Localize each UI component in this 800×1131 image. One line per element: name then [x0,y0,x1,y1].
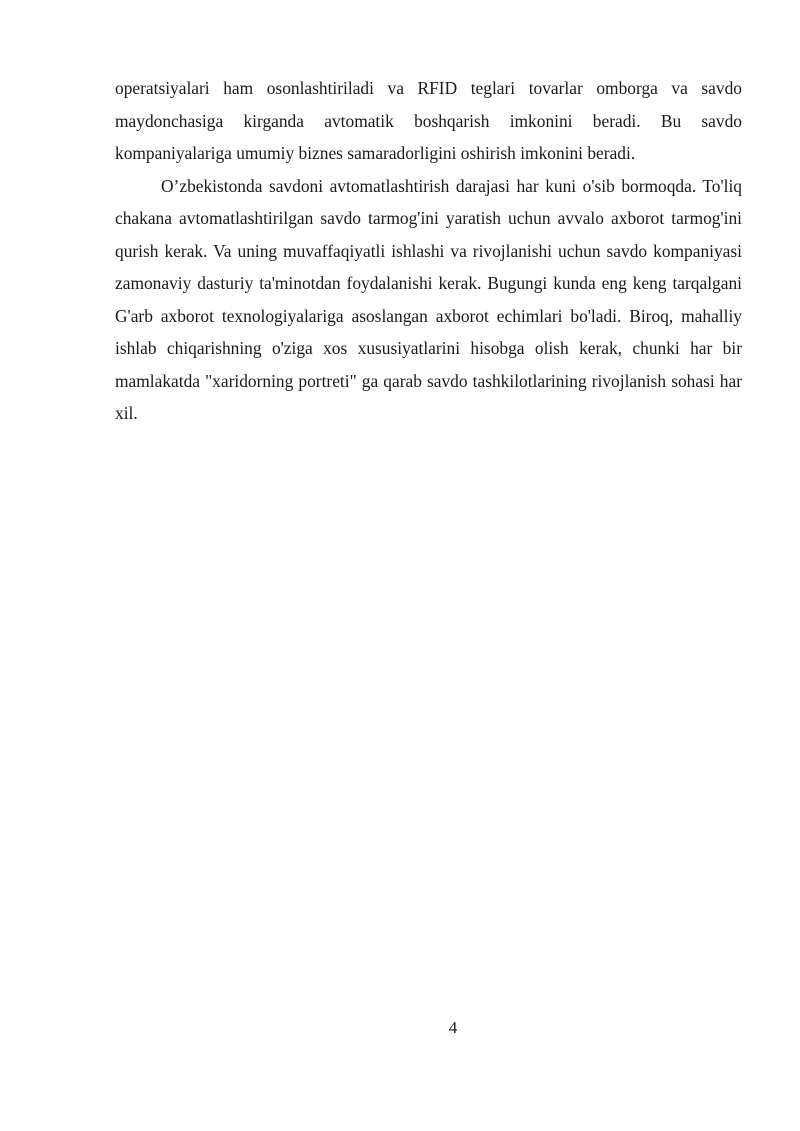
page-number: 4 [448,1018,458,1037]
body-text [115,72,742,430]
paragraph-continued: operatsiyalari ham osonlashtiriladi va RFID teglari tovarlar omborga va savdo maydonchasiga kirganda avtomatik boshqarish imkonini beradi. Bu savdo kompaniyalariga umumiy biznes samaradorligini oshirish imkonini beradi. [115,78,742,163]
paragraph-automation: O’zbekistonda savdoni avtomatlashtirish darajasi har kuni o'sib bormoqda. To'liq chakana avtomatlashtirilgan savdo tarmog'ini yaratish uchun avvalo axborot tarmog'ini qurish kerak. Va uning muvaffaqiyatli ishlashi va rivojlanishi uchun savdo kompaniyasi zamonaviy dasturiy ta'minotdan foydalanishi kerak. Bugungi kunda eng keng tarqalgani G'arb axborot texnologiyalariga asoslangan axborot echimlari bo'ladi. Biroq, mahalliy ishlab chiqarishning o'ziga xos xususiyatlarini hisobga olish kerak, chunki har bir mamlakatda "xaridorning portreti" ga qarab savdo tashkilotlarining rivojlanish sohasi har xil. [115,175,742,423]
